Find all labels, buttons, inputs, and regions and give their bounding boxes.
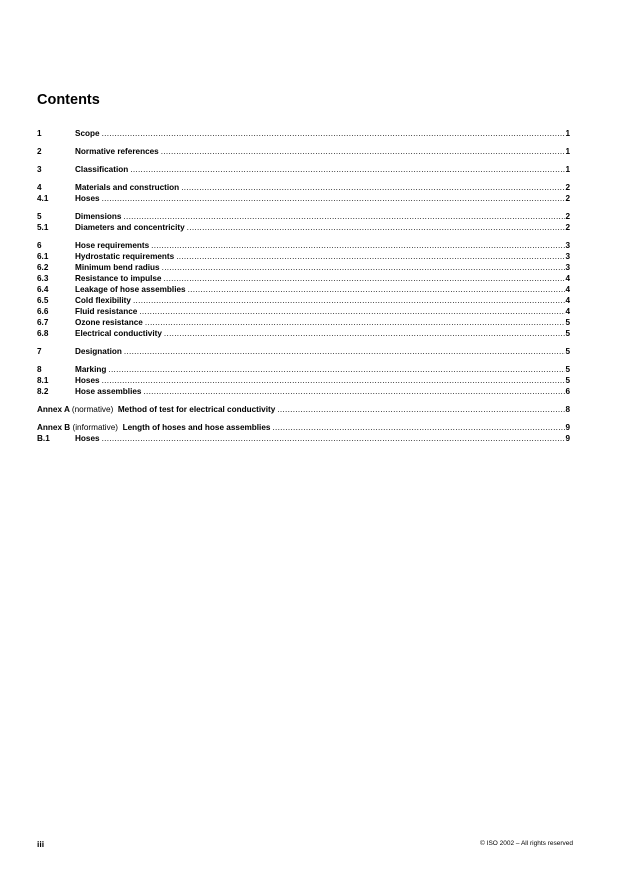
- toc-annexes: [37, 404, 570, 444]
- toc-entry-page: 6: [565, 387, 570, 396]
- toc-entry-number: B.1: [37, 434, 50, 443]
- toc-entry-number: 8.1: [37, 376, 49, 385]
- toc-entry-number: 4.1: [37, 194, 49, 203]
- toc-entry-page: 3: [565, 263, 570, 272]
- toc-entry[interactable]: [37, 375, 570, 386]
- annex-kind: (informative): [72, 423, 118, 432]
- dot-leader: [100, 375, 566, 386]
- toc-entry-number: 6.1: [37, 252, 49, 261]
- toc-entry-number: 5: [37, 212, 42, 221]
- toc-annex-entry[interactable]: [37, 422, 570, 433]
- toc-entry-title: Resistance to impulse: [75, 274, 162, 283]
- annex-label: Annex A: [37, 405, 70, 414]
- dot-leader: [185, 222, 566, 233]
- toc-entry-page: 3: [565, 252, 570, 261]
- toc-sections: [37, 128, 570, 397]
- toc-entry-number: 6.8: [37, 329, 49, 338]
- toc-entry-page: 5: [565, 318, 570, 327]
- annex-title: Length of hoses and hose assemblies: [122, 423, 271, 432]
- toc-entry-title: [37, 404, 275, 415]
- toc-entry[interactable]: [37, 328, 570, 339]
- toc-entry[interactable]: [37, 193, 570, 204]
- dot-leader: [161, 273, 565, 284]
- toc-entry-number: 1: [37, 129, 42, 138]
- toc-entry-page: 4: [565, 274, 570, 283]
- toc-entry[interactable]: [37, 364, 570, 375]
- dot-leader: [128, 164, 565, 175]
- dot-leader: [160, 262, 566, 273]
- toc-entry-number: 8.2: [37, 387, 49, 396]
- dot-leader: [186, 284, 566, 295]
- dot-leader: [149, 240, 565, 251]
- dot-leader: [131, 295, 565, 306]
- toc-entry-title: Scope: [75, 129, 100, 138]
- toc-entry-number: 7: [37, 347, 42, 356]
- dot-leader: [100, 193, 566, 204]
- toc-entry-page: 1: [565, 165, 570, 174]
- toc-entry-title: Ozone resistance: [75, 318, 143, 327]
- toc-entry-title: Hose assemblies: [75, 387, 142, 396]
- toc-entry-page: 8: [565, 405, 570, 414]
- toc-entry[interactable]: [37, 262, 570, 273]
- toc-entry-title: Hoses: [75, 194, 100, 203]
- toc-entry-page: 1: [565, 129, 570, 138]
- dot-leader: [106, 364, 565, 375]
- dot-leader: [100, 128, 566, 139]
- toc-entry-number: 6.6: [37, 307, 49, 316]
- toc-entry[interactable]: [37, 240, 570, 251]
- toc-entry[interactable]: [37, 273, 570, 284]
- dot-leader: [141, 386, 565, 397]
- toc-entry-title: Normative references: [75, 147, 159, 156]
- toc-entry-title: Hoses: [75, 434, 100, 443]
- toc-entry-title: Materials and construction: [75, 183, 180, 192]
- toc-entry-title: Leakage of hose assemblies: [75, 285, 186, 294]
- toc-entry-title: Hoses: [75, 376, 100, 385]
- toc-entry-number: 2: [37, 147, 42, 156]
- toc-entry-title: Hose requirements: [75, 241, 150, 250]
- toc-entry[interactable]: [37, 182, 570, 193]
- toc-entry-number: 4: [37, 183, 42, 192]
- toc-entry-page: 4: [565, 307, 570, 316]
- dot-leader: [137, 306, 565, 317]
- dot-leader: [100, 433, 566, 444]
- toc-entry[interactable]: [37, 295, 570, 306]
- toc-entry-number: 6.4: [37, 285, 49, 294]
- toc-entry-number: 6.7: [37, 318, 49, 327]
- toc-entry-number: 6.2: [37, 263, 49, 272]
- dot-leader: [270, 422, 565, 433]
- annex-title: Method of test for electrical conductivity: [117, 405, 276, 414]
- toc-entry-page: 4: [565, 296, 570, 305]
- toc-entry-page: 4: [565, 285, 570, 294]
- dot-leader: [162, 328, 566, 339]
- toc-entry[interactable]: [37, 128, 570, 139]
- toc-entry-page: 2: [565, 212, 570, 221]
- toc-entry-title: Dimensions: [75, 212, 122, 221]
- toc-entry-page: 9: [565, 434, 570, 443]
- toc-entry[interactable]: [37, 317, 570, 328]
- dot-leader: [159, 146, 566, 157]
- toc-entry-page: 3: [565, 241, 570, 250]
- toc-entry-title: Cold flexibility: [75, 296, 131, 305]
- toc-entry[interactable]: [37, 284, 570, 295]
- page-title: Contents: [37, 92, 100, 108]
- toc-entry[interactable]: [37, 346, 570, 357]
- toc-entry-page: 5: [565, 347, 570, 356]
- toc-entry-number: 5.1: [37, 223, 49, 232]
- toc-entry-number: 6.5: [37, 296, 49, 305]
- toc-entry-number: 6: [37, 241, 42, 250]
- toc-entry-title: Marking: [75, 365, 107, 374]
- toc-entry-page: 5: [565, 376, 570, 385]
- toc-entry-title: [37, 422, 270, 433]
- toc-entry[interactable]: [37, 386, 570, 397]
- toc-entry-page: 2: [565, 223, 570, 232]
- toc-entry-title: Electrical conductivity: [75, 329, 162, 338]
- toc-entry[interactable]: [37, 251, 570, 262]
- toc-entry[interactable]: [37, 222, 570, 233]
- toc-entry-page: 2: [565, 194, 570, 203]
- dot-leader: [121, 211, 565, 222]
- toc-entry-number: 6.3: [37, 274, 49, 283]
- footer-page-number: iii: [37, 839, 45, 849]
- dot-leader: [143, 317, 566, 328]
- toc-entry-title: Fluid resistance: [75, 307, 138, 316]
- dot-leader: [122, 346, 566, 357]
- toc-entry-page: 5: [565, 365, 570, 374]
- dot-leader: [275, 404, 565, 415]
- toc-entry[interactable]: [37, 306, 570, 317]
- dot-leader: [179, 182, 565, 193]
- toc-entry-title: Hydrostatic requirements: [75, 252, 175, 261]
- annex-label: Annex B: [37, 423, 71, 432]
- toc-entry-number: 3: [37, 165, 42, 174]
- toc-entry[interactable]: [37, 164, 570, 175]
- toc-entry-title: Minimum bend radius: [75, 263, 160, 272]
- toc-entry-page: 2: [565, 183, 570, 192]
- toc-entry[interactable]: [37, 433, 570, 444]
- toc-entry-number: 8: [37, 365, 42, 374]
- toc-entry[interactable]: [37, 211, 570, 222]
- table-of-contents: [37, 128, 570, 444]
- footer-copyright: © ISO 2002 – All rights reserved: [480, 840, 573, 847]
- annex-kind: (normative): [71, 405, 114, 414]
- toc-entry-title: Designation: [75, 347, 122, 356]
- toc-entry-title: Classification: [75, 165, 129, 174]
- dot-leader: [174, 251, 565, 262]
- toc-entry-title: Diameters and concentricity: [75, 223, 185, 232]
- toc-entry[interactable]: [37, 146, 570, 157]
- toc-entry-page: 9: [565, 423, 570, 432]
- toc-entry-page: 5: [565, 329, 570, 338]
- toc-annex-entry[interactable]: [37, 404, 570, 415]
- toc-entry-page: 1: [565, 147, 570, 156]
